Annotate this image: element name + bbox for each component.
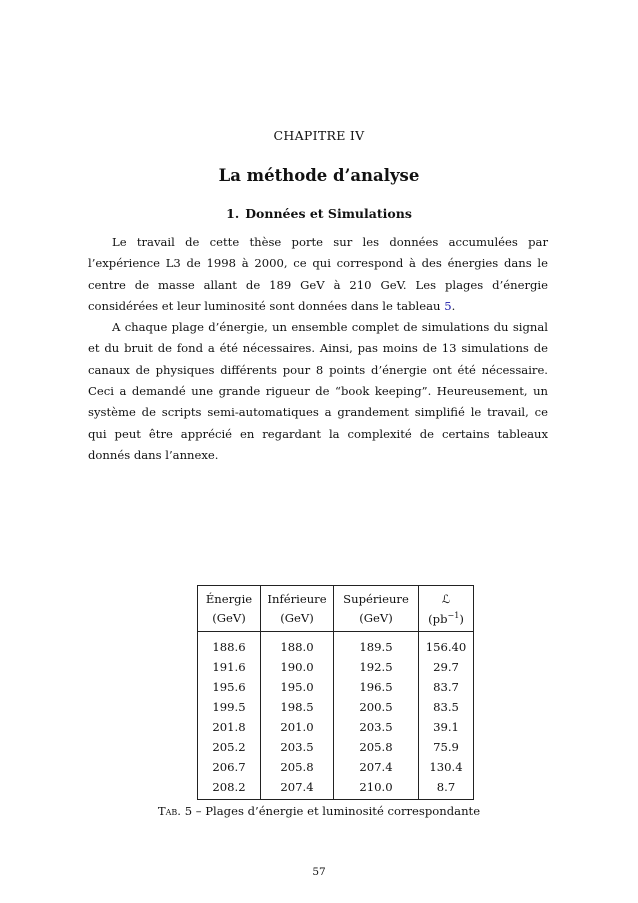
header-inferieure: Inférieure [261, 586, 334, 609]
cell-inferieure: 203.5 [261, 737, 334, 757]
table-row [198, 717, 474, 737]
cell-inferieure: 205.8 [261, 757, 334, 777]
caption-separator: – [195, 804, 202, 818]
paragraph-2: A chaque plage d’énergie, un ensemble complet de simulations du signal et du bruit de fond a été nécessaires. Ainsi, pas moins de 13 simulations de canaux de physiques différents pour 8 points d’énergie ont été nécessaire. Ceci a demandé une grande rigueur de “book keeping”. Heureusement, un système de scripts semi-automatiques a grandement simplifié le travail, ce qui peut être apprécié en regardant la complexité de certains tableaux donnés dans l’annexe. [88, 320, 548, 462]
page-number: 57 [312, 866, 326, 878]
cell-energie: 206.7 [198, 757, 261, 777]
cell-luminosite: 39.1 [419, 717, 474, 737]
unit-luminosite-exponent: −1 [447, 610, 460, 620]
unit-superieure: (GeV) [334, 608, 419, 632]
paragraph-1 [88, 232, 548, 317]
cell-inferieure: 190.0 [261, 657, 334, 677]
cell-energie: 205.2 [198, 737, 261, 757]
cell-energie: 199.5 [198, 697, 261, 717]
luminosity-table [197, 585, 474, 800]
header-energie: Énergie [198, 586, 261, 609]
cell-luminosite: 156.40 [419, 632, 474, 658]
cell-superieure: 189.5 [334, 632, 419, 658]
section-title: Données et Simulations [245, 206, 412, 221]
cell-luminosite: 75.9 [419, 737, 474, 757]
table-units-row [198, 608, 474, 632]
cell-luminosite: 83.5 [419, 697, 474, 717]
cell-luminosite: 83.7 [419, 677, 474, 697]
table-row [198, 737, 474, 757]
cell-superieure: 192.5 [334, 657, 419, 677]
cell-inferieure: 188.0 [261, 632, 334, 658]
caption-text: Plages d’énergie et luminosité correspondante [205, 804, 481, 818]
cell-energie: 208.2 [198, 777, 261, 800]
cell-inferieure: 198.5 [261, 697, 334, 717]
cell-energie: 188.6 [198, 632, 261, 658]
cell-energie: 201.8 [198, 717, 261, 737]
cell-superieure: 196.5 [334, 677, 419, 697]
body-text [88, 232, 548, 466]
cell-superieure: 205.8 [334, 737, 419, 757]
cell-superieure: 200.5 [334, 697, 419, 717]
cell-inferieure: 195.0 [261, 677, 334, 697]
unit-inferieure: (GeV) [261, 608, 334, 632]
table-body [198, 632, 474, 800]
paragraph-1-end: . [451, 298, 456, 313]
cell-luminosite: 8.7 [419, 777, 474, 800]
cell-luminosite: 29.7 [419, 657, 474, 677]
table-row [198, 697, 474, 717]
table-caption [0, 804, 638, 818]
cell-luminosite: 130.4 [419, 757, 474, 777]
cell-inferieure: 201.0 [261, 717, 334, 737]
cell-energie: 195.6 [198, 677, 261, 697]
header-luminosite: ℒ [419, 586, 474, 609]
table-row [198, 657, 474, 677]
unit-luminosite [419, 608, 474, 632]
chapter-title: La méthode d’analyse [218, 166, 420, 185]
table-row [198, 777, 474, 800]
unit-luminosite-close: ) [459, 611, 464, 626]
table-row [198, 677, 474, 697]
cell-inferieure: 207.4 [261, 777, 334, 800]
caption-number: 5 [184, 804, 193, 818]
luminosity-table-container [197, 585, 474, 800]
unit-energie: (GeV) [198, 608, 261, 632]
cell-energie: 191.6 [198, 657, 261, 677]
chapter-label: CHAPITRE IV [273, 128, 365, 143]
caption-prefix: Tab. [157, 804, 181, 818]
table-row [198, 757, 474, 777]
paragraph-1-text: Le travail de cette thèse porte sur les données accumulées par l’expérience L3 de 1998 à 2000, ce qui correspond à des énergies dans le centre de masse allant de 189 GeV à 210 GeV. Les plages d’énergie considérées et leur luminosité sont données dans le tableau [88, 235, 548, 313]
table-header-row [198, 586, 474, 609]
section-heading [0, 206, 638, 221]
cell-superieure: 207.4 [334, 757, 419, 777]
unit-luminosite-base: (pb [428, 611, 448, 626]
cell-superieure: 203.5 [334, 717, 419, 737]
header-superieure: Supérieure [334, 586, 419, 609]
cell-superieure: 210.0 [334, 777, 419, 800]
section-number: 1. [226, 206, 240, 221]
table-reference-link[interactable]: 5 [444, 298, 452, 313]
table-row [198, 632, 474, 658]
